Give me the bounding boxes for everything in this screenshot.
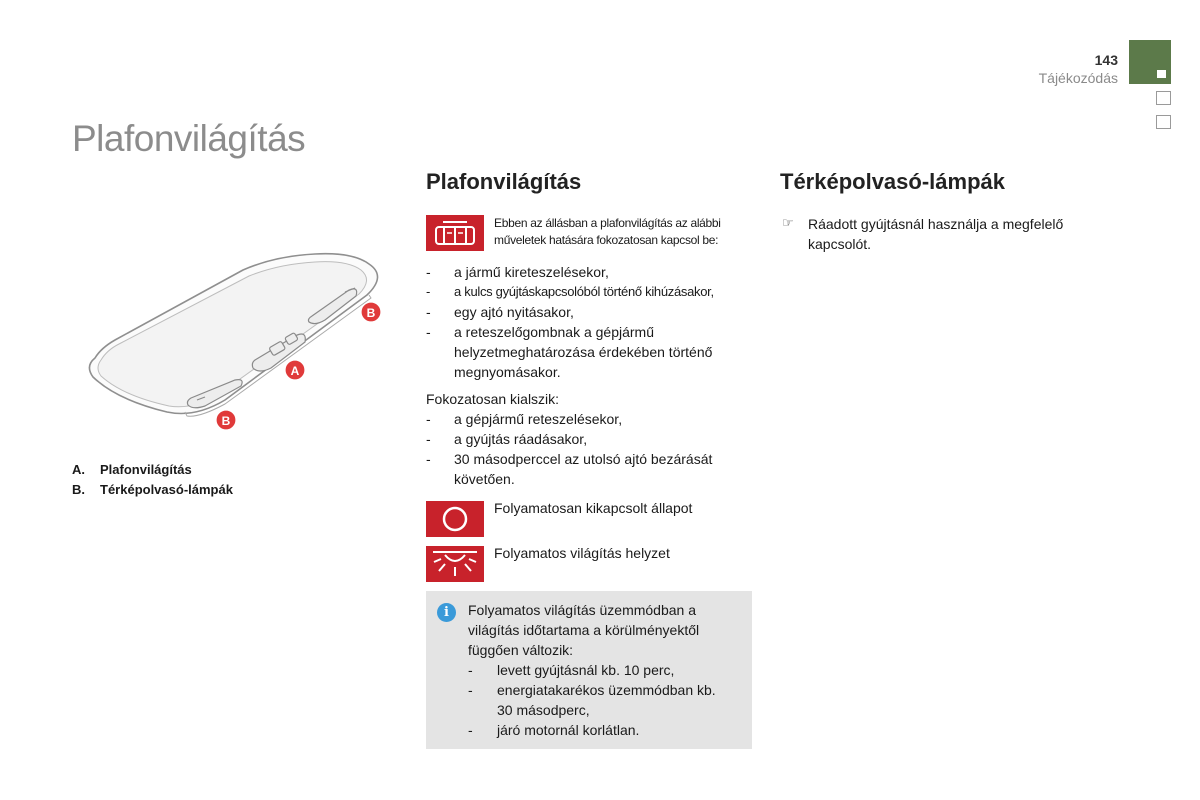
- map-lamp-text: Ráadott gyújtásnál használja a megfelelő kapcsolót.: [808, 216, 1064, 252]
- on-state-label: Folyamatos világítás helyzet: [494, 545, 670, 561]
- off-state-label: Folyamatosan kikapcsolt állapot: [494, 500, 693, 516]
- svg-text:B: B: [221, 414, 231, 428]
- section-tab-empty: [1156, 91, 1171, 105]
- svg-text:B: B: [366, 306, 376, 320]
- info-intro: Folyamatos világítás üzemmódban a világítás időtartama a körülményektől függően változik:: [468, 602, 700, 658]
- section-tab-empty: [1156, 115, 1171, 129]
- door-mode-icon: [426, 215, 484, 251]
- icon-note: Ebben az állásban a plafonvilágítás az alábbi műveletek hatására fokozatosan kapcsol be:: [494, 216, 721, 247]
- list-item: - levett gyújtásnál kb. 10 perc,: [468, 662, 675, 678]
- section-tab-active: [1129, 40, 1171, 84]
- tab-marker-icon: [1157, 70, 1166, 78]
- continuous-light-icon: [426, 546, 484, 582]
- page-number: 143: [1094, 52, 1118, 68]
- switch-on-list: [426, 262, 754, 382]
- info-box: [426, 591, 752, 749]
- svg-text:A: A: [290, 364, 300, 378]
- list-item: - járó motornál korlátlan.: [468, 722, 640, 738]
- off-title: Fokozatosan kialszik:: [426, 391, 560, 407]
- switch-off-section: [426, 389, 754, 489]
- list-item: - a gyújtás ráadásakor,: [426, 431, 588, 447]
- section-name: Tájékozódás: [1038, 70, 1118, 86]
- page-title: Plafonvilágítás: [72, 118, 306, 159]
- list-item: - energiatakarékos üzemmódban kb. 30 másodperc,: [468, 682, 716, 718]
- illustration-legend: [72, 460, 233, 500]
- ceiling-light-illustration: [75, 240, 400, 440]
- list-item: - a kulcs gyújtáskapcsolóból történő kihúzásakor,: [426, 284, 714, 299]
- legend-item: B. Térképolvasó-lámpák: [72, 482, 233, 497]
- info-icon: i: [437, 603, 456, 622]
- list-item: - 30 másodperccel az utolsó ajtó bezárását követően.: [426, 451, 713, 487]
- list-item: - egy ajtó nyitásakor,: [426, 304, 574, 320]
- info-text: [468, 600, 743, 740]
- pointing-hand-icon: ☞: [782, 215, 794, 230]
- list-item: - a gépjármű reteszelésekor,: [426, 411, 623, 427]
- section-heading-map-lamps: Térképolvasó-lámpák: [780, 169, 1005, 194]
- legend-item: A. Plafonvilágítás: [72, 462, 192, 477]
- list-item: - a jármű kireteszelésekor,: [426, 264, 609, 280]
- off-state-icon: [426, 501, 484, 537]
- section-heading-ceiling-light: Plafonvilágítás: [426, 169, 582, 194]
- list-item: - a reteszelőgombnak a gépjármű helyzetmeghatározása érdekében történő megnyomásakor.: [426, 324, 713, 380]
